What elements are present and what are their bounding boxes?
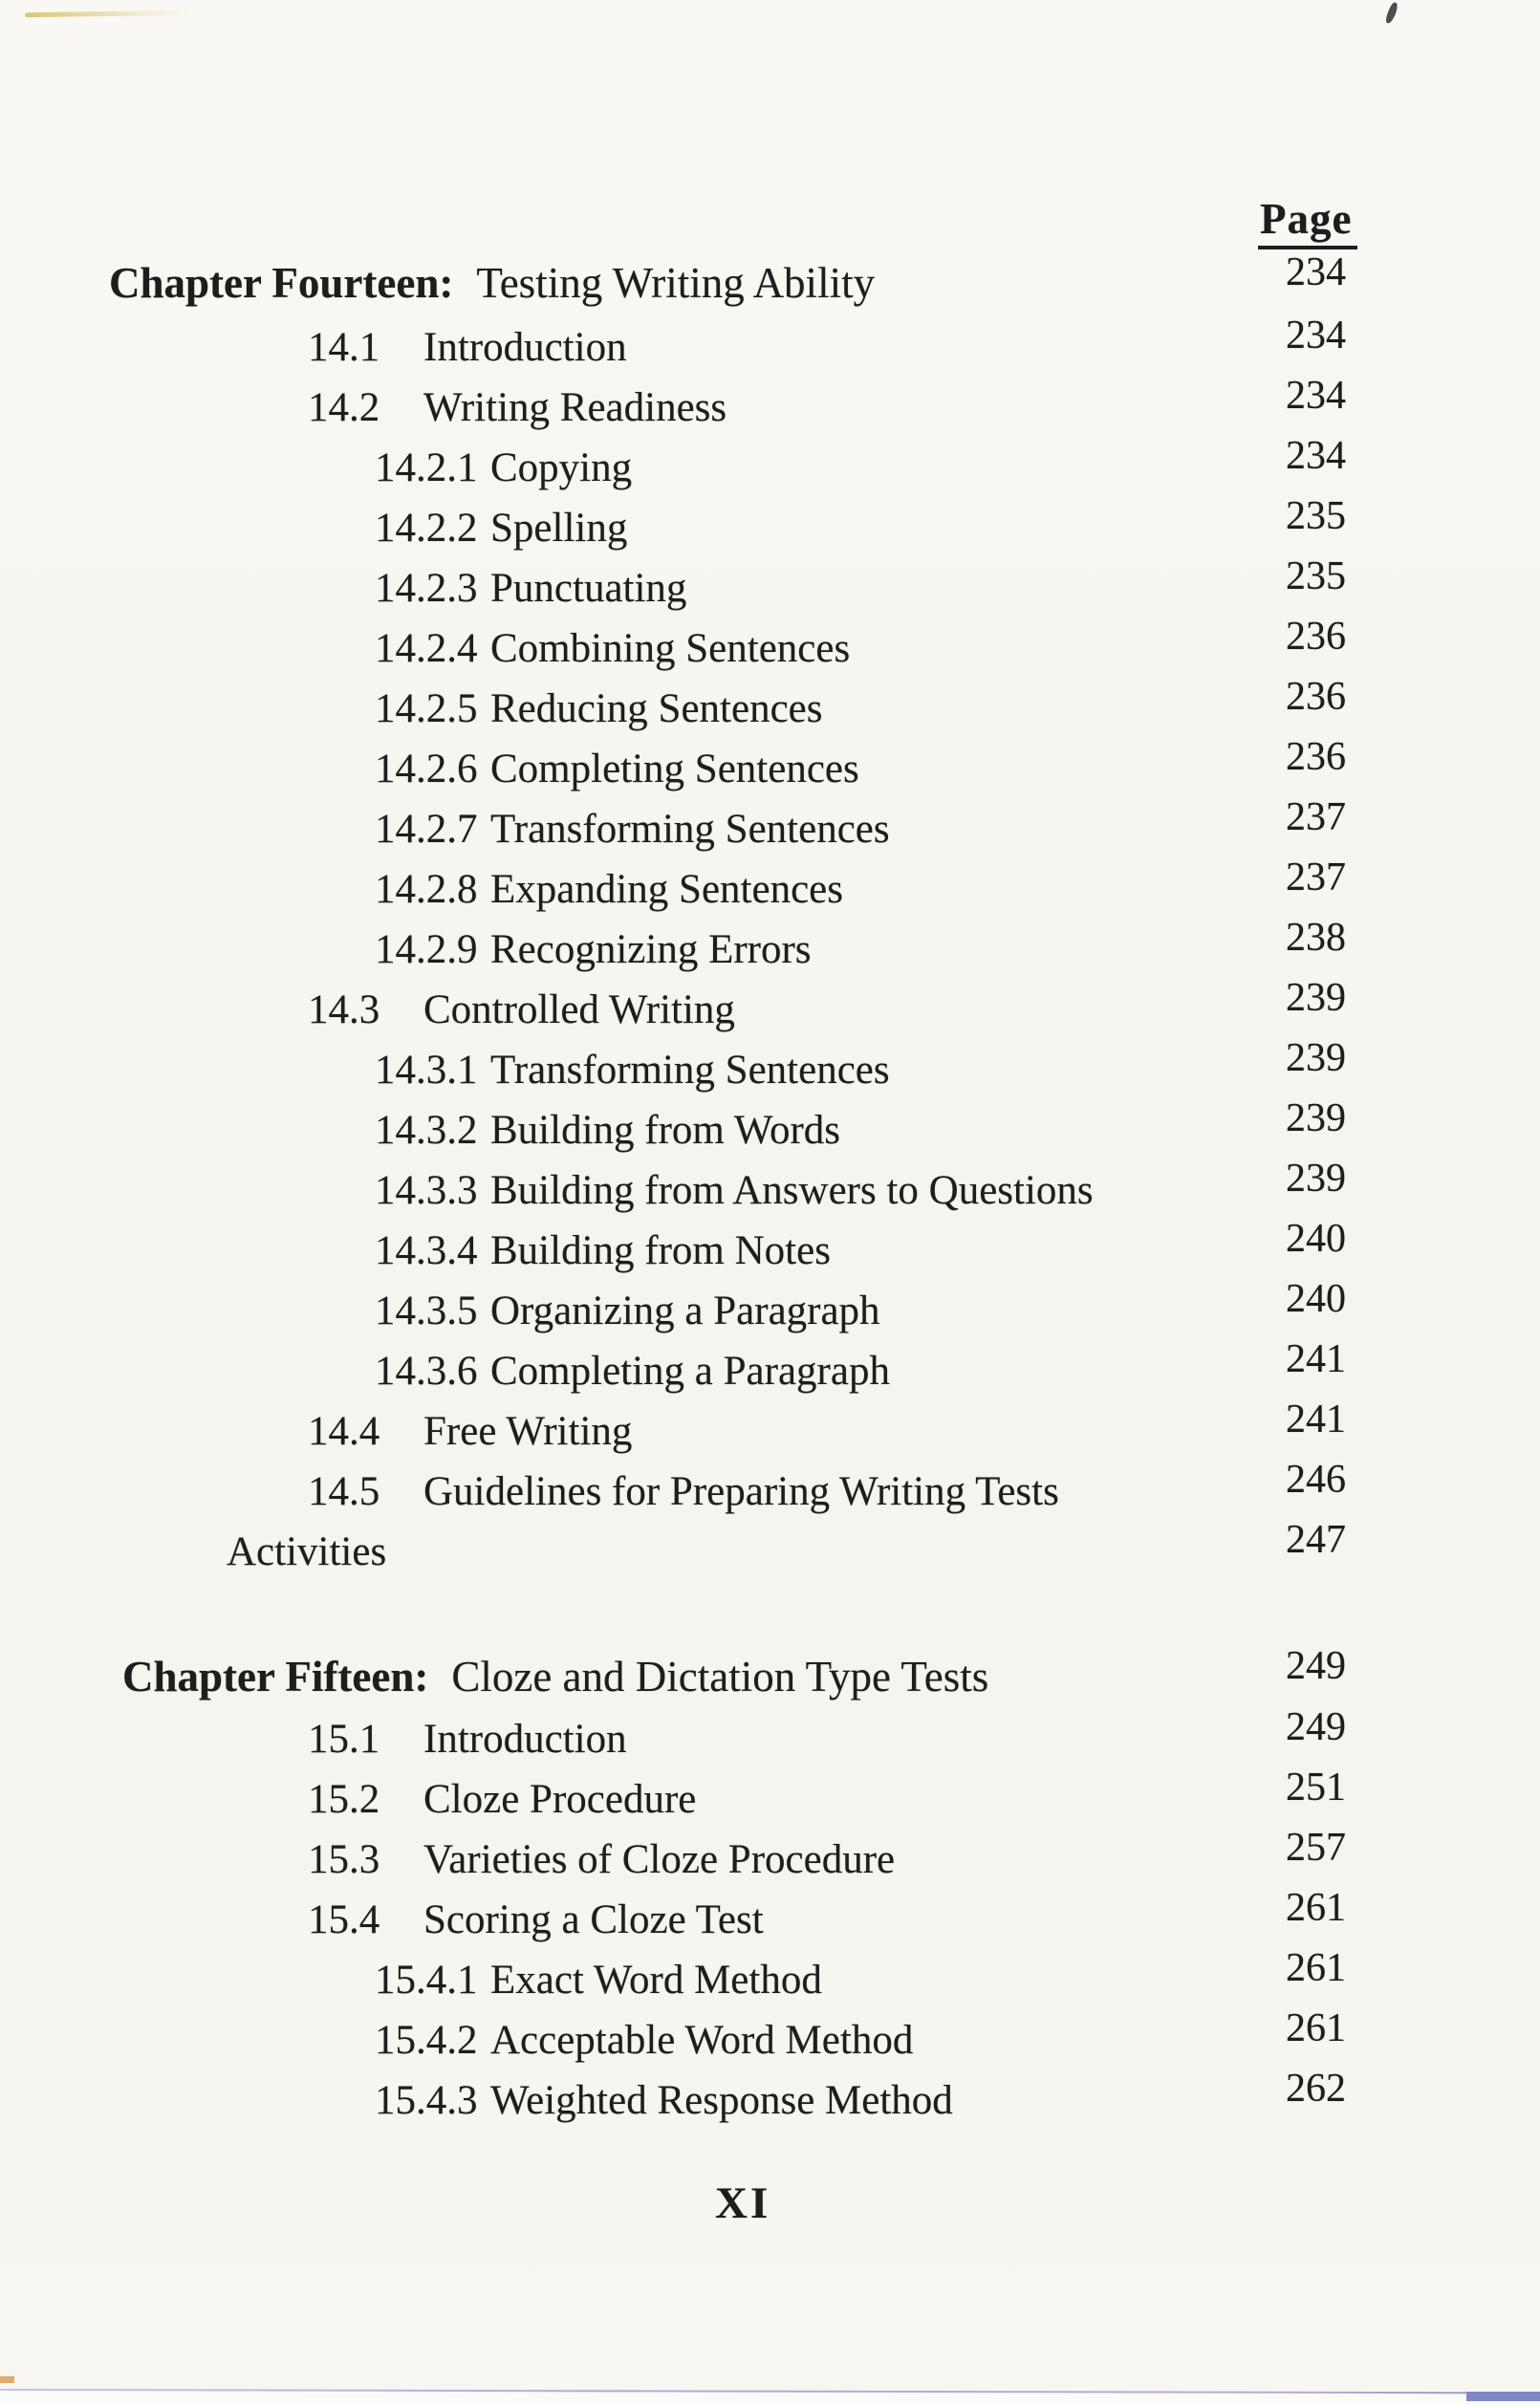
toc-entry [0, 1945, 1540, 2010]
entry-label: Combining Sentences [490, 626, 851, 671]
toc-entry [0, 2066, 1540, 2131]
toc-entry [0, 1457, 1540, 1522]
entry-page-number: 249 [1286, 1704, 1346, 1749]
entry-page-number: 237 [1286, 855, 1346, 899]
entry-number: 14.3.6 [375, 1349, 478, 1394]
toc-entry [0, 674, 1540, 739]
toc-entry [0, 614, 1540, 679]
toc-entry [0, 553, 1540, 618]
toc-entry [0, 1035, 1540, 1100]
page-column-header: Page [1258, 196, 1357, 249]
entry-page-number: 239 [1286, 1156, 1346, 1201]
entry-number: 15.3 [308, 1837, 380, 1882]
entry-label: Copying [490, 445, 633, 490]
entry-label: Building from Notes [490, 1228, 831, 1273]
entry-number: 14.4 [308, 1409, 380, 1454]
toc-entry [0, 373, 1540, 438]
entry-label: Spelling [490, 506, 628, 551]
toc-entry [0, 1276, 1540, 1341]
entry-label: Completing a Paragraph [490, 1349, 890, 1394]
entry-page-number: 237 [1286, 794, 1346, 839]
entry-number: 14.2.2 [375, 506, 478, 551]
entry-page-number: 240 [1286, 1276, 1346, 1321]
page-number-footer: XI [715, 2178, 771, 2228]
toc-entry [0, 1156, 1540, 1221]
entry-page-number: 246 [1286, 1457, 1346, 1502]
entry-label: Controlled Writing [423, 987, 735, 1032]
chapter-heading [0, 250, 1540, 314]
entry-label: Transforming Sentences [490, 807, 890, 852]
entry-page-number: 239 [1286, 1035, 1346, 1080]
entry-number: 14.2.5 [375, 686, 478, 731]
toc-entry [0, 915, 1540, 980]
entry-label: Free Writing [423, 1409, 633, 1454]
entry-number: 14.2.7 [375, 807, 478, 852]
toc-entry [0, 855, 1540, 920]
entry-label: Weighted Response Method [490, 2078, 953, 2123]
entry-number: 14.3.1 [375, 1048, 478, 1093]
entry-label: Scoring a Cloze Test [423, 1897, 764, 1942]
toc-entry [0, 794, 1540, 859]
chapter-heading-title: Testing Writing Ability [476, 259, 876, 307]
scanner-corner-artifact [1466, 2392, 1540, 2401]
chapter-section [0, 250, 1540, 1582]
chapter-page-number: 234 [1286, 250, 1346, 294]
entry-page-number: 241 [1286, 1336, 1346, 1381]
entry-page-number: 247 [1286, 1517, 1346, 1562]
toc-entry [0, 1765, 1540, 1830]
entry-label: Expanding Sentences [490, 867, 843, 912]
entry-label: Exact Word Method [490, 1958, 822, 2003]
scan-tick-artifact [0, 2376, 14, 2383]
entry-number: 14.2 [308, 385, 380, 430]
entry-label: Activities [227, 1529, 387, 1574]
toc-entry [0, 734, 1540, 799]
entry-number: 14.5 [308, 1469, 380, 1514]
entry-page-number: 238 [1286, 915, 1346, 960]
entry-page-number: 262 [1286, 2066, 1346, 2111]
toc-entry [0, 1216, 1540, 1281]
entry-number: 14.2.4 [375, 626, 478, 671]
entry-label: Introduction [423, 325, 627, 370]
entry-label: Transforming Sentences [490, 1048, 890, 1093]
toc-entry [0, 433, 1540, 498]
entry-number: 15.1 [308, 1717, 380, 1762]
entry-page-number: 251 [1286, 1765, 1346, 1809]
entry-label: Completing Sentences [490, 747, 859, 791]
entry-page-number: 235 [1286, 553, 1346, 598]
toc-entry [0, 1885, 1540, 1950]
entry-number: 15.4.1 [375, 1958, 478, 2003]
chapter-heading-prefix: Chapter Fourteen: [109, 259, 454, 307]
entry-page-number: 235 [1286, 493, 1346, 538]
entry-page-number: 261 [1286, 2005, 1346, 2050]
entry-number: 14.1 [308, 325, 380, 370]
entry-number: 15.4.3 [375, 2078, 478, 2123]
entry-label: Building from Answers to Questions [490, 1168, 1094, 1213]
entry-label: Acceptable Word Method [490, 2018, 914, 2063]
entry-page-number: 236 [1286, 614, 1346, 659]
entry-number: 14.2.1 [375, 445, 478, 490]
entry-label: Guidelines for Preparing Writing Tests [423, 1469, 1059, 1514]
toc-entry [0, 1397, 1540, 1462]
toc-entry [0, 1336, 1540, 1401]
chapter-heading-title: Cloze and Dictation Type Tests [451, 1653, 989, 1701]
toc-entry [0, 1825, 1540, 1890]
entry-page-number: 240 [1286, 1216, 1346, 1261]
entry-page-number: 257 [1286, 1825, 1346, 1870]
entry-label: Varieties of Cloze Procedure [423, 1837, 896, 1882]
chapter-page-number: 249 [1286, 1644, 1346, 1688]
entry-page-number: 236 [1286, 674, 1346, 719]
entry-page-number: 261 [1286, 1885, 1346, 1930]
chapter-section [0, 1644, 1540, 2131]
entry-page-number: 239 [1286, 1095, 1346, 1140]
toc-entry [0, 493, 1540, 558]
entry-label: Punctuating [490, 566, 687, 611]
entry-label: Building from Words [490, 1108, 841, 1153]
entry-number: 14.2.8 [375, 867, 478, 912]
entry-page-number: 261 [1286, 1945, 1346, 1990]
entry-page-number: 234 [1286, 373, 1346, 418]
entry-label: Recognizing Errors [490, 927, 812, 972]
entry-page-number: 234 [1286, 433, 1346, 478]
entry-number: 14.3.5 [375, 1289, 478, 1333]
entry-page-number: 241 [1286, 1397, 1346, 1441]
entry-number: 15.4 [308, 1897, 380, 1942]
entry-page-number: 234 [1286, 313, 1346, 358]
entry-label: Organizing a Paragraph [490, 1289, 880, 1333]
entry-number: 14.3.4 [375, 1228, 478, 1273]
entry-number: 14.2.3 [375, 566, 478, 611]
entry-label: Cloze Procedure [423, 1777, 697, 1822]
entry-number: 15.4.2 [375, 2018, 478, 2063]
toc-entry [0, 2005, 1540, 2070]
entry-number: 14.3.3 [375, 1168, 478, 1213]
chapter-heading-prefix: Chapter Fifteen: [122, 1653, 429, 1701]
entry-label: Introduction [423, 1717, 627, 1762]
entry-number: 14.3 [308, 987, 380, 1032]
toc-entry [0, 1704, 1540, 1769]
entry-number: 14.2.6 [375, 747, 478, 791]
entry-page-number: 239 [1286, 975, 1346, 1020]
entry-number: 15.2 [308, 1777, 380, 1822]
entry-page-number: 236 [1286, 734, 1346, 779]
entry-label: Writing Readiness [423, 385, 727, 430]
entry-label: Reducing Sentences [490, 686, 823, 731]
entry-number: 14.3.2 [375, 1108, 478, 1153]
toc-entry [0, 975, 1540, 1040]
toc-entry [0, 313, 1540, 378]
toc-entry [0, 1095, 1540, 1160]
chapter-heading [0, 1644, 1540, 1707]
toc-entry [0, 1517, 1540, 1582]
entry-number: 14.2.9 [375, 927, 478, 972]
